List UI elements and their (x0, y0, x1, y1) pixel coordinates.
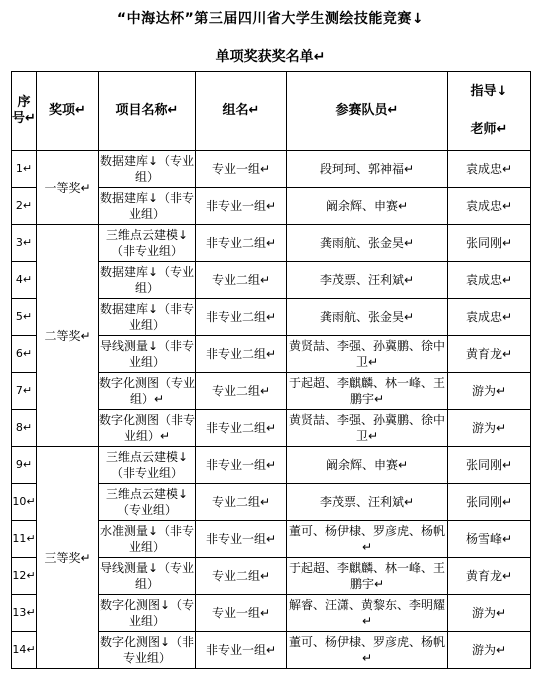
row-guide: 游为↵ (448, 410, 531, 447)
row-index: 6↵ (12, 336, 37, 373)
row-project: 三维点云建模↓（非专业组） (99, 447, 196, 484)
row-guide: 袁成忠↵ (448, 262, 531, 299)
row-guide: 黄育龙↵ (448, 336, 531, 373)
row-members: 阚余辉、申赛↵ (287, 188, 448, 225)
row-members: 董可、杨伊棣、罗彦虎、杨帆↵ (287, 632, 448, 669)
row-group: 非专业二组↵ (196, 336, 287, 373)
row-index: 8↵ (12, 410, 37, 447)
header-award: 奖项↵ (37, 72, 99, 151)
row-index: 4↵ (12, 262, 37, 299)
row-guide: 黄育龙↵ (448, 558, 531, 595)
row-members: 解睿、汪潇、黄黎东、李明耀↵ (287, 595, 448, 632)
award-second: 二等奖↵ (37, 225, 99, 447)
row-project: 导线测量↓（专业组） (99, 558, 196, 595)
row-group: 非专业一组↵ (196, 447, 287, 484)
row-group: 专业二组↵ (196, 558, 287, 595)
row-group: 专业一组↵ (196, 595, 287, 632)
row-project: 水准测量↓（非专业组） (99, 521, 196, 558)
award-table (11, 71, 531, 669)
row-group: 专业二组↵ (196, 484, 287, 521)
row-project: 数据建库↓（非专业组） (99, 299, 196, 336)
row-index: 1↵ (12, 151, 37, 188)
row-group: 非专业二组↵ (196, 299, 287, 336)
row-members: 董可、杨伊棣、罗彦虎、杨帆↵ (287, 521, 448, 558)
row-index: 12↵ (12, 558, 37, 595)
row-project: 数字化测图（非专业组）↵ (99, 410, 196, 447)
row-group: 专业一组↵ (196, 151, 287, 188)
document-subtitle: 单项奖获奖名单↵ (215, 49, 326, 65)
row-group: 非专业一组↵ (196, 521, 287, 558)
row-group: 非专业二组↵ (196, 225, 287, 262)
row-guide: 张同刚↵ (448, 484, 531, 521)
row-guide: 游为↵ (448, 632, 531, 669)
row-group: 非专业二组↵ (196, 410, 287, 447)
row-members: 段珂珂、郭神福↵ (287, 151, 448, 188)
row-guide: 袁成忠↵ (448, 299, 531, 336)
row-members: 李茂票、汪利斌↵ (287, 484, 448, 521)
table-row (12, 151, 531, 188)
row-index: 7↵ (12, 373, 37, 410)
row-index: 2↵ (12, 188, 37, 225)
row-index: 5↵ (12, 299, 37, 336)
row-group: 专业二组↵ (196, 373, 287, 410)
row-members: 于起超、李麒麟、林一峰、王鹏宇↵ (287, 558, 448, 595)
row-project: 数字化测图↓（专业组） (99, 595, 196, 632)
row-index: 11↵ (12, 521, 37, 558)
row-members: 黄贤喆、李强、孙冀鹏、徐中卫↵ (287, 336, 448, 373)
header-group: 组名↵ (196, 72, 287, 151)
header-index: 序号↵ (12, 72, 37, 151)
award-first: 一等奖↵ (37, 151, 99, 225)
header-guide-line1: 指导↓ (470, 84, 508, 99)
row-index: 10↵ (12, 484, 37, 521)
header-project: 项目名称↵ (99, 72, 196, 151)
header-members: 参赛队员↵ (287, 72, 448, 151)
row-members: 阚余辉、申赛↵ (287, 447, 448, 484)
row-guide: 张同刚↵ (448, 225, 531, 262)
row-group: 非专业一组↵ (196, 632, 287, 669)
row-project: 三维点云建模↓（专业组） (99, 484, 196, 521)
row-group: 非专业一组↵ (196, 188, 287, 225)
header-guide-line2: 老师↵ (470, 122, 508, 137)
row-members: 李茂票、汪利斌↵ (287, 262, 448, 299)
row-guide: 袁成忠↵ (448, 188, 531, 225)
row-index: 3↵ (12, 225, 37, 262)
row-project: 导线测量↓（非专业组） (99, 336, 196, 373)
row-members: 黄贤喆、李强、孙冀鹏、徐中卫↵ (287, 410, 448, 447)
row-project: 数据建库↓（专业组） (99, 262, 196, 299)
row-members: 龚雨航、张金昊↵ (287, 299, 448, 336)
document-title: “中海达杯”第三届四川省大学生测绘技能竞赛↓ (116, 11, 425, 27)
row-project: 三维点云建模↓（非专业组） (99, 225, 196, 262)
row-members: 龚雨航、张金昊↵ (287, 225, 448, 262)
row-index: 13↵ (12, 595, 37, 632)
row-guide: 游为↵ (448, 595, 531, 632)
row-guide: 袁成忠↵ (448, 151, 531, 188)
row-group: 专业二组↵ (196, 262, 287, 299)
table-row (12, 225, 531, 262)
table-row (12, 447, 531, 484)
award-third: 三等奖↵ (37, 447, 99, 669)
header-guide (448, 72, 531, 151)
row-members: 于起超、李麒麟、林一峰、王鹏宇↵ (287, 373, 448, 410)
row-index: 14↵ (12, 632, 37, 669)
row-project: 数据建库↓（专业组） (99, 151, 196, 188)
table-header-row (12, 72, 531, 151)
row-project: 数据建库↓（非专业组） (99, 188, 196, 225)
row-project: 数字化测图（专业组）↵ (99, 373, 196, 410)
row-guide: 杨雪峰↵ (448, 521, 531, 558)
row-guide: 游为↵ (448, 373, 531, 410)
row-guide: 张同刚↵ (448, 447, 531, 484)
row-index: 9↵ (12, 447, 37, 484)
row-project: 数字化测图↓（非专业组） (99, 632, 196, 669)
